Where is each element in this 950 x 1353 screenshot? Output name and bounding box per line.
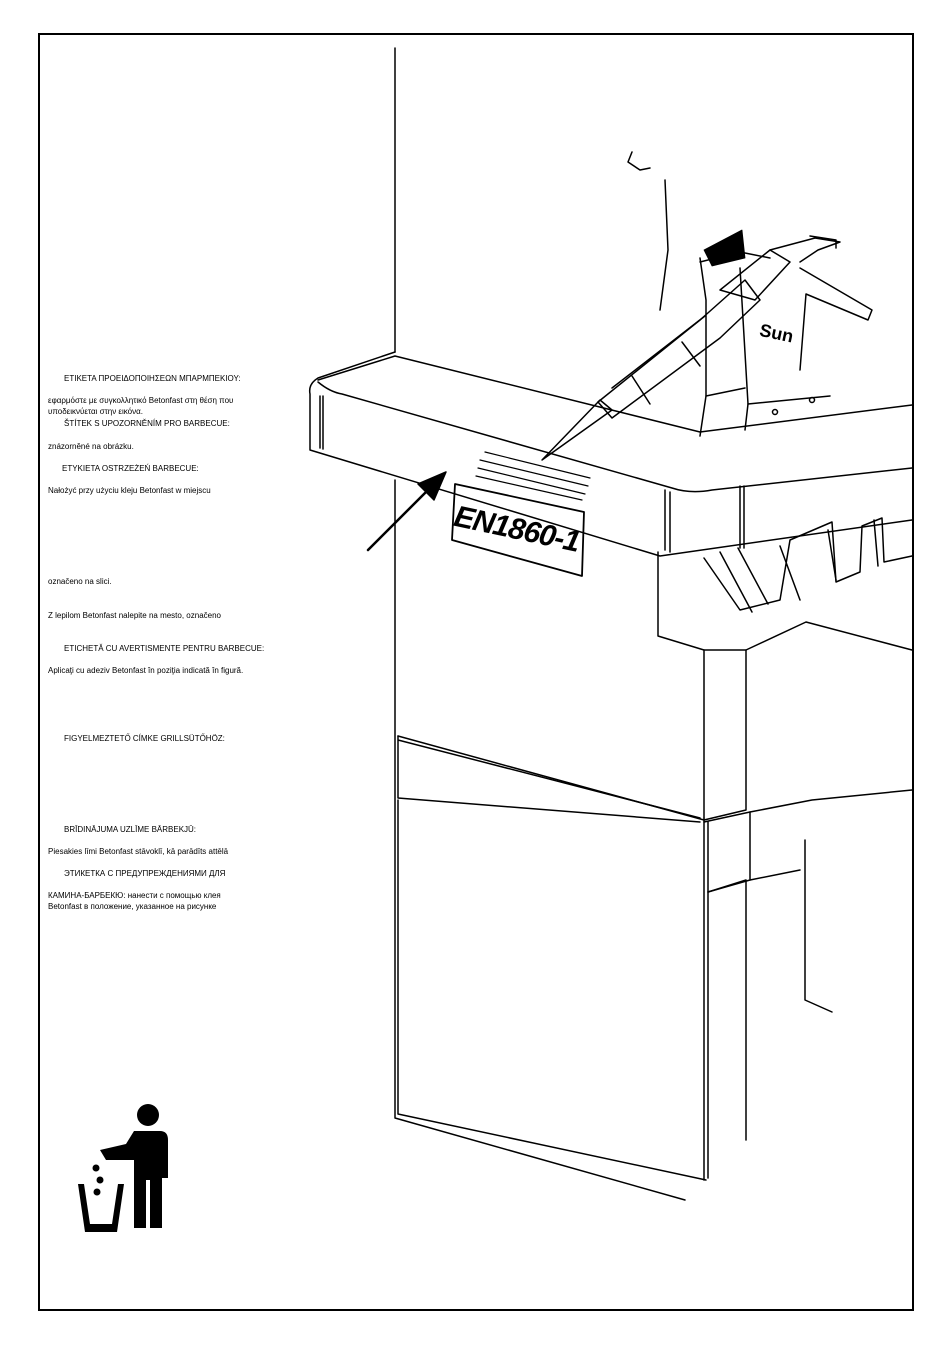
- label-ro-title: ETICHETĂ CU AVERTISMENTE PENTRU BARBECUE:: [64, 644, 265, 653]
- label-el-body: εφαρμόστε με συγκολλητικό Betonfast στη θέση που υποδεικνύεται στην εικόνα.: [48, 396, 234, 416]
- label-el-title: ΕΤΙΚΕΤΑ ΠΡΟΕΙΔΟΠΟΙΗΣΕΩΝ ΜΠΑΡΜΠΕΚΙΟΥ:: [64, 374, 241, 383]
- caulking-gun-icon: [542, 152, 872, 460]
- label-hu-title: FIGYELMEZTETŐ CÍMKE GRILLSÜTŐHÖZ:: [64, 734, 225, 743]
- label-sk: [48, 565, 288, 587]
- label-pl: [48, 452, 288, 496]
- label-sk-body: označeno na slici.: [48, 577, 112, 586]
- arrow-icon: [368, 472, 446, 550]
- label-sl-body: Z lepilom Betonfast nalepite na mesto, označeno: [48, 611, 221, 620]
- label-cs-title: ŠTÍTEK S UPOZORNĚNÍM PRO BARBECUE:: [64, 419, 230, 428]
- label-ru-title: ЭТИКЕТКА С ПРЕДУПРЕЖДЕНИЯМИ ДЛЯ: [64, 869, 226, 878]
- label-ro: [48, 632, 318, 676]
- label-cs-body-block: [48, 430, 288, 452]
- plate-label: EN1860-1: [451, 500, 583, 559]
- brand-fragment: Sun: [757, 320, 796, 347]
- trash-bin-icon: [78, 1104, 168, 1232]
- countertop-outline: [310, 352, 912, 556]
- label-cs-body: znázorněné na obrázku.: [48, 442, 134, 451]
- label-hu: [48, 722, 288, 755]
- label-lv-body: Piesakies līmi Betonfast stāvoklī, kā parādīts attēlā: [48, 847, 229, 856]
- label-lv: [48, 813, 288, 857]
- label-pl-body: Nałożyć przy użyciu kleju Betonfast w miejscu: [48, 486, 211, 495]
- label-ru-body: КАМИНА-БАРБЕКЮ: нанести с помощью клея Betonfast в положение, указанное на рисунке: [48, 891, 221, 911]
- label-ro-body: Aplicaţi cu adeziv Betonfast în poziţia indicată în figură.: [48, 666, 244, 675]
- label-pl-title: ETYKIETA OSTRZEŻEŃ BARBECUE:: [62, 464, 199, 473]
- label-sl: [48, 599, 288, 621]
- label-lv-title: BRĪDINĀJUMA UZLĪME BĀRBEKJŪ:: [64, 825, 197, 834]
- label-ru: [48, 857, 288, 912]
